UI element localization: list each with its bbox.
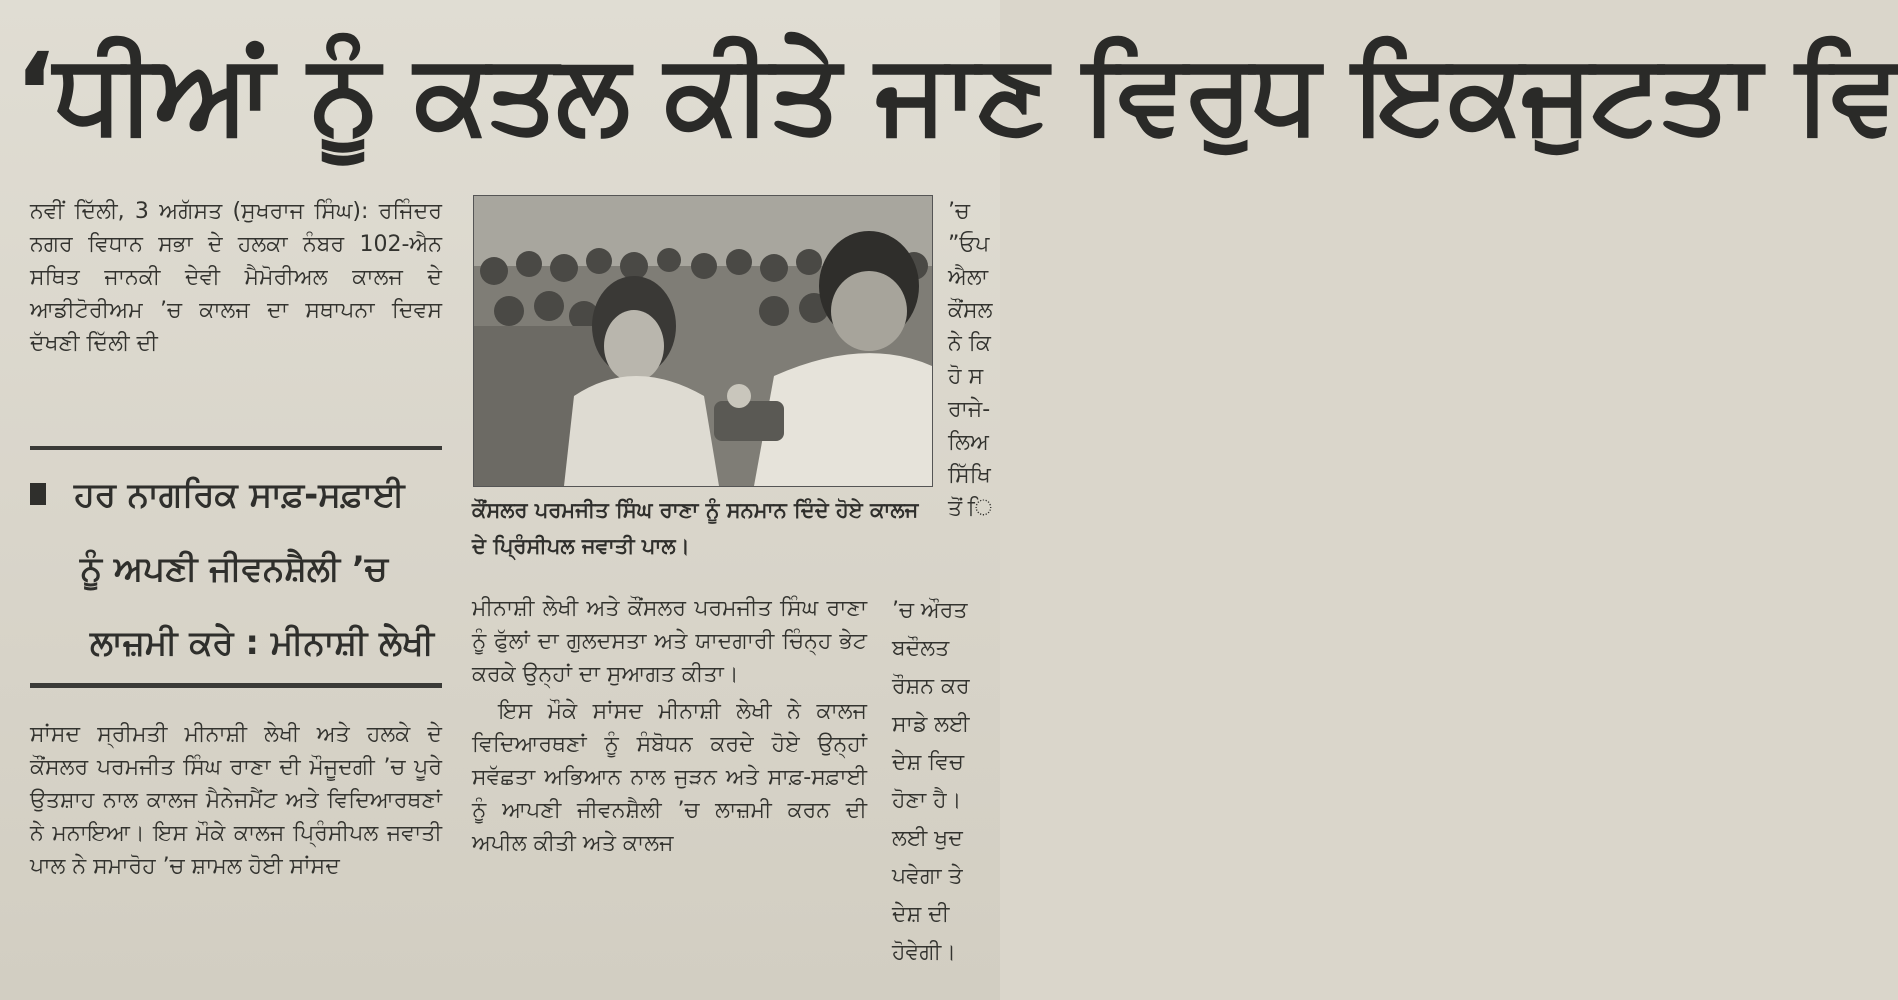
- photo-caption: ਕੌਂਸਲਰ ਪਰਮਜੀਤ ਸਿੰਘ ਰਾਣਾ ਨੂੰ ਸਨਮਾਨ ਦਿੰਦੇ ਹੋਏ ਕਾਲਜ ਦੇ ਪ੍ਰਿੰਸੀਪਲ ਜਵਾਤੀ ਪਾਲ।: [472, 498, 919, 558]
- col3-line: ਸਿੱਖਿ: [948, 463, 991, 488]
- col3-line: ਰਾਜੇ-: [948, 397, 991, 422]
- subhead-line-2: ਨੂੰ ਅਪਣੀ ਜੀਵਨਸ਼ੈਲੀ ’ਚ: [80, 549, 388, 589]
- body-paragraph: ਸਾਂਸਦ ਸ੍ਰੀਮਤੀ ਮੀਨਾਸ਼ੀ ਲੇਖੀ ਅਤੇ ਹਲਕੇ ਦੇ ਕੌਂਸਲਰ ਪਰਮਜੀਤ ਸਿੰਘ ਰਾਣਾ ਦੀ ਮੌਜੂਦਗੀ ’ਚ ਪੂਰੇ ਉਤਸ਼ਾਹ ਨਾਲ ਕਾਲਜ ਮੈਨੇਜਮੈਂਟ ਅਤੇ ਵਿਦਿਆਰਥਣਾਂ ਨੇ ਮਨਾਇਆ। ਇਸ ਮੌਕੇ ਕਾਲਜ ਪ੍ਰਿੰਸੀਪਲ ਜਵਾਤੀ ਪਾਲ ਨੇ ਸਮਾਰੋਹ ’ਚ ਸ਼ਾਮਲ ਹੋਈ ਸਾਂਸਦ: [30, 722, 442, 879]
- col3-line: ਨੇ ਕਿ: [948, 331, 991, 356]
- divider-rule: [30, 683, 442, 688]
- col3-line: ਐਲਾ: [948, 265, 989, 290]
- subhead-line-3: ਲਾਜ਼ਮੀ ਕਰੇ : ਮੀਨਾਸ਼ੀ ਲੇਖੀ: [90, 623, 434, 663]
- col3-line: ਦੇਸ਼ ਦੀ: [892, 902, 950, 927]
- subhead-line-1: [30, 458, 442, 532]
- col3-line: ਲਈ ਖੁਦ: [892, 826, 963, 851]
- body-paragraph: ਮੀਨਾਸ਼ੀ ਲੇਖੀ ਅਤੇ ਕੌਂਸਲਰ ਪਰਮਜੀਤ ਸਿੰਘ ਰਾਣਾ ਨੂੰ ਫੁੱਲਾਂ ਦਾ ਗੁਲਦਸਤਾ ਅਤੇ ਯਾਦਗਾਰੀ ਚਿੰਨ੍ਹ ਭੇਟ ਕਰਕੇ ਉਨ੍ਹਾਂ ਦਾ ਸੁਆਗਤ ਕੀਤਾ।: [472, 596, 867, 687]
- col3-line: ਕੌਂਸਲ: [948, 298, 993, 323]
- col3-line: ਬਦੌਲਤ: [892, 636, 950, 661]
- subhead-text-1: ਹਰ ਨਾਗਰਿਕ ਸਾਫ਼-ਸਫ਼ਾਈ: [74, 475, 405, 515]
- bullet-square-icon: [30, 483, 46, 505]
- col3-line: ਹੋਣਾ ਹੈ।: [892, 788, 962, 813]
- col3-line: ਰੌਸ਼ਨ ਕਰ: [892, 674, 970, 699]
- col3-line: ਦੇਸ਼ ਵਿਚ: [892, 750, 964, 775]
- article-body-col1: [30, 718, 442, 1000]
- col3-line: ਹੋਵੇਗੀ।: [892, 940, 957, 965]
- news-photo: [473, 195, 933, 487]
- headline: ‘ਧੀਆਂ ਨੂੰ ਕਤਲ ਕੀਤੇ ਜਾਣ ਵਿਰੁਧ ਇਕਜੁਟਤਾ ਵਿ: [14, 29, 1898, 157]
- col3-line: ’ਚ: [948, 199, 970, 224]
- intro-paragraph: ਨਵੀਂ ਦਿੱਲੀ, 3 ਅਗੱਸਤ (ਸੁਖਰਾਜ ਸਿੰਘ): ਰਜਿੰਦਰ ਨਗਰ ਵਿਧਾਨ ਸਭਾ ਦੇ ਹਲਕਾ ਨੰਬਰ 102-ਐਨ ਸਥਿਤ ਜਾਨਕੀ ਦੇਵੀ ਮੈਮੋਰੀਅਲ ਕਾਲਜ ਦੇ ਆਡੀਟੋਰੀਅਮ ’ਚ ਕਾਲਜ ਦਾ ਸਥਾਪਨਾ ਦਿਵਸ ਦੱਖਣੀ ਦਿੱਲੀ ਦੀ: [30, 199, 442, 356]
- body-paragraph: ਇਸ ਮੌਕੇ ਸਾਂਸਦ ਮੀਨਾਸ਼ੀ ਲੇਖੀ ਨੇ ਕਾਲਜ ਵਿਦਿਆਰਥਣਾਂ ਨੂੰ ਸੰਬੋਧਨ ਕਰਦੇ ਹੋਏ ਉਨ੍ਹਾਂ ਸਵੱਛਤਾ ਅਭਿਆਨ ਨਾਲ ਜੁੜਨ ਅਤੇ ਸਾਫ਼-ਸਫ਼ਾਈ ਨੂੰ ਆਪਣੀ ਜੀਵਨਸ਼ੈਲੀ ’ਚ ਲਾਜ਼ਮੀ ਕਰਨ ਦੀ ਅਪੀਲ ਕੀਤੀ ਅਤੇ ਕਾਲਜ: [472, 699, 867, 856]
- col3-line: ”ਓਪ: [948, 232, 990, 257]
- col3-line: ਸਾਡੇ ਲਈ: [892, 712, 970, 737]
- article-body-col2: [472, 592, 867, 997]
- divider-rule: [30, 446, 442, 450]
- article-intro: [30, 195, 442, 435]
- subheadline: [30, 458, 442, 680]
- col3-line: ਪਵੇਗਾ ਤੇ: [892, 864, 963, 889]
- col3-line: ’ਚ ਔਰਤ: [892, 598, 968, 623]
- col3-line: ਹੋ ਸ: [948, 364, 984, 389]
- photo-crowd-ceremony-image: [474, 196, 932, 486]
- article-col3-cut-bottom: [892, 592, 1012, 997]
- col3-line: ਤੋਂ ਿ: [948, 496, 993, 521]
- col3-line: ਲਿਅ: [948, 430, 989, 455]
